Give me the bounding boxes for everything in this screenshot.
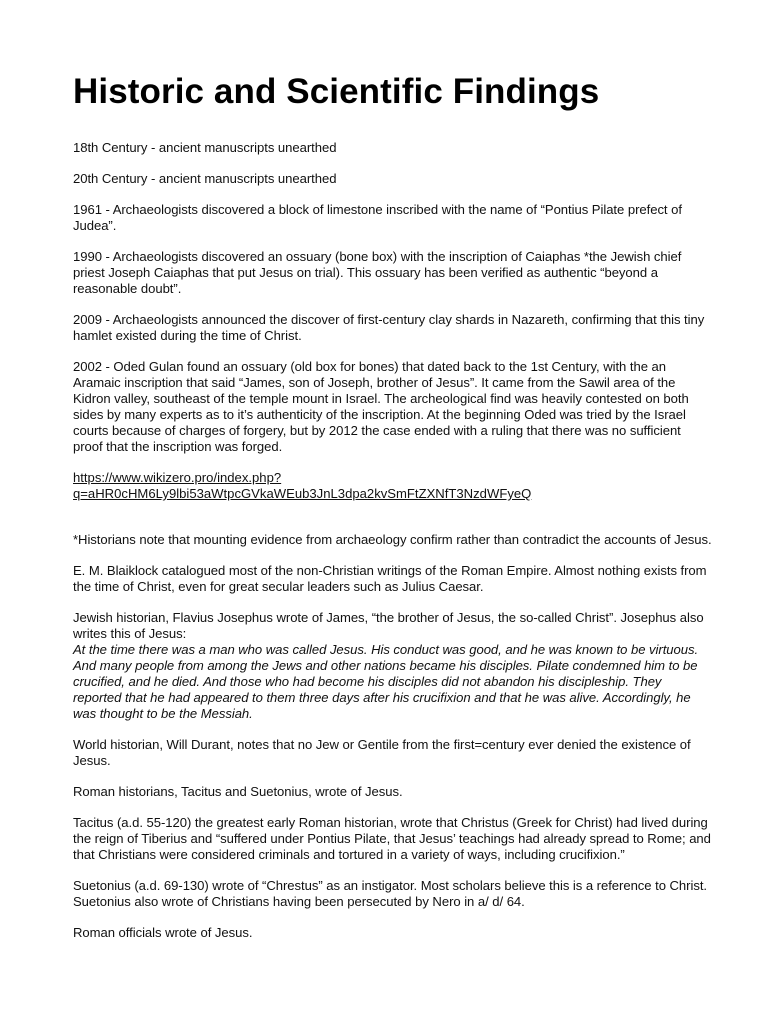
paragraph-2009: 2009 - Archaeologists announced the discover of first-century clay shards in Nazareth, confirming that this tiny hamlet existed during the time of Christ. — [73, 312, 705, 343]
reference-link[interactable] — [73, 470, 713, 502]
paragraph-durant: World historian, Will Durant, notes that no Jew or Gentile from the first=century ever denied the existence of Jesus. — [73, 737, 691, 768]
paragraph-tacitus: Tacitus (a.d. 55-120) the greatest early Roman historian, wrote that Christus (Greek for Christ) had lived during the reign of Tiberius and “suffered under Pontius Pilate, that Jesus’ teachings had already spread to Rome; and that Christians were considered criminals and tortured in a variety of ways, including crucifixion.” — [73, 815, 711, 862]
paragraph-2002: 2002 - Oded Gulan found an ossuary (old box for bones) that dated back to the 1st Century, with the an Aramaic inscription that said “James, son of Joseph, brother of Jesus”. It came from the Sawil area of the Kidron valley, southeast of the temple mount in Israel. The archeological find was heavily contested on both sides by many experts as to it’s authenticity of the inscription. At the beginning Oded was tried by the Israel courts because of charges of forgery, but by 2012 the case ended with a ruling that there was no sufficient proof that the inscription was forged. — [73, 359, 689, 454]
paragraph-20th-century: 20th Century - ancient manuscripts unearthed — [73, 171, 337, 186]
reference-link-line-2[interactable]: q=aHR0cHM6Ly9lbi53aWtpcGVkaWEub3JnL3dpa2kvSmFtZXNfT3NzdWFyeQ — [73, 486, 532, 501]
paragraph-1961: 1961 - Archaeologists discovered a block of limestone inscribed with the name of “Pontius Pilate prefect of Judea”. — [73, 202, 682, 233]
document-page — [73, 66, 713, 956]
paragraph-1990: 1990 - Archaeologists discovered an ossuary (bone box) with the inscription of Caiaphas *the Jewish chief priest Joseph Caiaphas that put Jesus on trial). This ossuary has been verified as authentic “beyond a reasonable doubt”. — [73, 249, 682, 296]
paragraph-suetonius: Suetonius (a.d. 69-130) wrote of “Chrestus” as an instigator. Most scholars believe this is a reference to Christ. Suetonius also wrote of Christians having been persecuted by Nero in a/ d/ 64. — [73, 878, 708, 909]
paragraph-josephus: Jewish historian, Flavius Josephus wrote of James, “the brother of Jesus, the so-called Christ”. Josephus also writes this of Jesus: — [73, 610, 704, 641]
paragraph-blaiklock: E. M. Blaiklock catalogued most of the non-Christian writings of the Roman Empire. Almost nothing exists from the time of Christ, even for great secular leaders such as Julius Caesar. — [73, 563, 707, 594]
paragraph-roman-historians: Roman historians, Tacitus and Suetonius, wrote of Jesus. — [73, 784, 403, 799]
reference-link-line-1[interactable]: https://www.wikizero.pro/index.php? — [73, 470, 282, 485]
paragraph-roman-officials: Roman officials wrote of Jesus. — [73, 925, 253, 940]
paragraph-josephus-quote: At the time there was a man who was called Jesus. His conduct was good, and he was known to be virtuous. And many people from among the Jews and other nations became his disciples. Pilate condemned him to be crucified, and he died. And those who had become his disciples did not abandon his discipleship. They reported that he had appeared to them three days after his crucifixion and that he was alive. Accordingly, he was thought to be the Messiah. — [73, 642, 699, 721]
page-title: Historic and Scientific Findings — [73, 72, 600, 111]
paragraph-historians-note: *Historians note that mounting evidence from archaeology confirm rather than contradict the accounts of Jesus. — [73, 532, 712, 547]
paragraph-18th-century: 18th Century - ancient manuscripts unearthed — [73, 140, 337, 155]
